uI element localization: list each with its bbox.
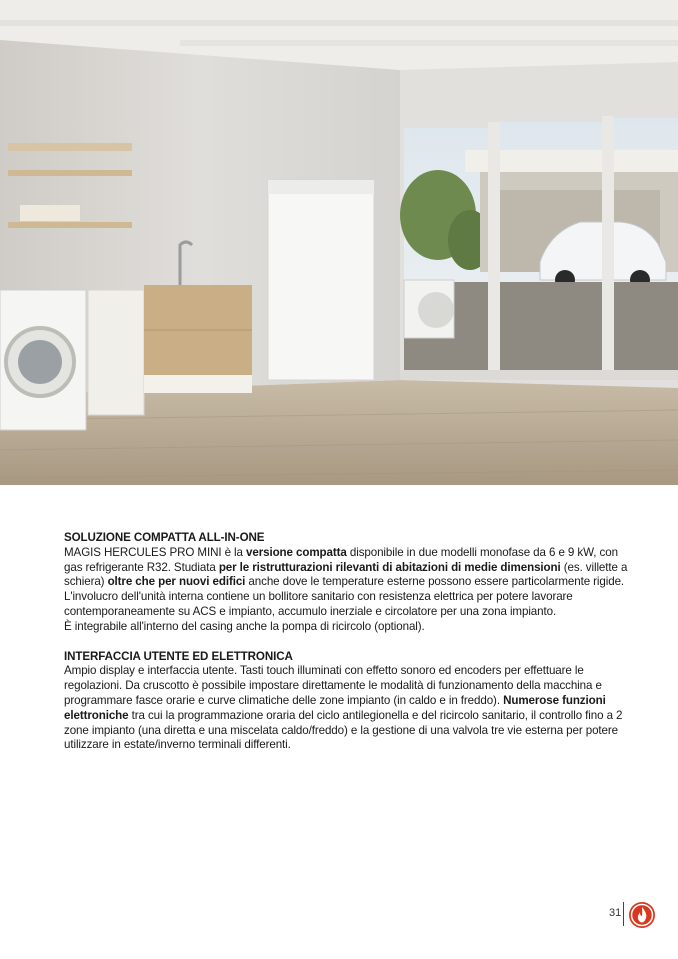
window-view [400, 116, 678, 380]
footer-divider [623, 902, 624, 926]
page-footer [600, 898, 660, 928]
text-span: (es. villette a schiera) [64, 560, 628, 589]
text-span: disponibile in due modelli monofase da 6 e 9 kW, con gas refrigerante R32. Studiata [64, 545, 618, 574]
section-title-interface: INTERFACCIA UTENTE ED ELETTRONICA [64, 649, 293, 663]
text-content [64, 531, 634, 753]
flame-logo-icon [628, 901, 656, 929]
page-number: 31 [609, 907, 622, 919]
section-compact-paragraph-2: L'involucro dell'unità interna contiene un bollitore sanitario con resistenza elettrica per potere lavorare contemporaneamente su ACS e impianto, accumulo inerziale e circolatore per una zona impianto. [64, 590, 573, 618]
bold-span: per le ristrutturazioni rilevanti di abitazioni di medie dimensioni [218, 560, 561, 574]
washing-machine-icon [0, 290, 86, 430]
text-span: anche dove le temperature esterne possono essere particolarmente rigide. [245, 575, 625, 589]
bold-span: Numerose funzioni elettroniche [64, 693, 606, 722]
bold-span: oltre che per nuovi edifici [107, 575, 246, 589]
section-compact-paragraph-1 [64, 546, 634, 590]
section-interface-paragraph [64, 664, 634, 753]
text-span: tra cui la programmazione oraria del ciclo antilegionella e del ricircolo sanitario, il controllo fino a 2 zone impianto (una diretta e una miscelata caldo/freddo) e la gestione di una valvola tre vie esterna per potere utilizzare in estate/inverno terminali differenti. [64, 708, 623, 752]
indoor-unit-icon [268, 180, 374, 380]
bold-span: versione compatta [246, 545, 347, 559]
section-title-compact: SOLUZIONE COMPATTA ALL-IN-ONE [64, 531, 265, 544]
section-compact-paragraph-3: È integrabile all'interno del casing anche la pompa di ricircolo (optional). [64, 619, 425, 633]
text-span: MAGIS HERCULES PRO MINI è la [64, 545, 246, 559]
text-span: Ampio display e interfaccia utente. Tasti touch illuminati con effetto sonoro ed encoders per effettuare le regolazioni. Da cruscotto è possibile impostare direttamente le modalità di funzionamento della macchina e programmare fasce orarie e curve climatiche delle zone impianto (in caldo e in freddo). [64, 664, 602, 707]
